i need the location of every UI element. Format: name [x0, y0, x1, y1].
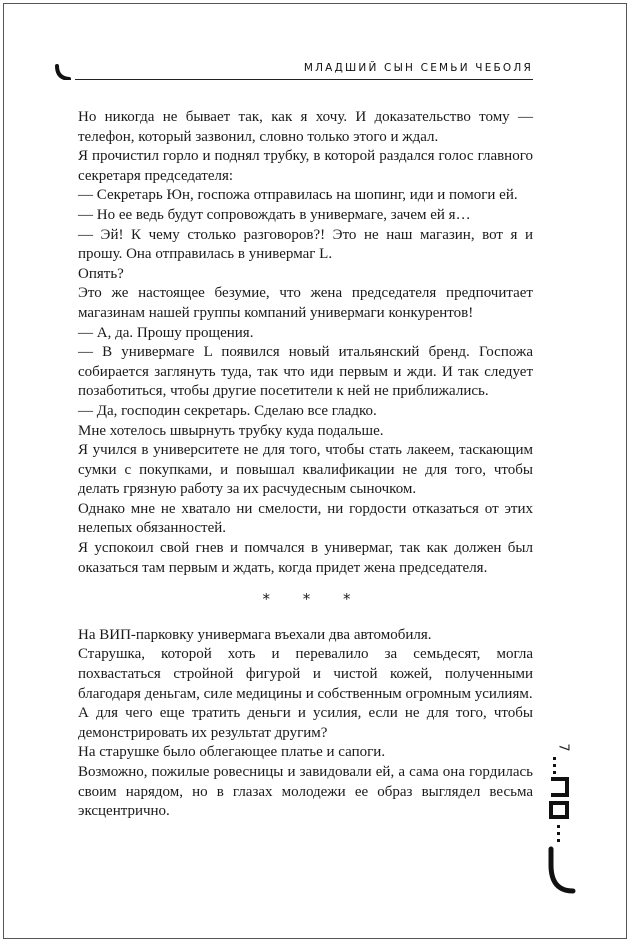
header-hook-ornament	[55, 64, 77, 80]
paragraph: — В универмаге L появился новый итальянский бренд. Госпожа собирается заглянуть туда, так что иди первым и жди. И так следует позаботиться, чтобы другие посетители к ней не приближались.	[78, 344, 533, 400]
paragraph: — Эй! К чему столько разговоров?! Это не наш магазин, вот я и прошу. Она отправилась в универмаг L.	[78, 226, 533, 263]
paragraph: Однако мне не хватало ни смелости, ни гордости отказаться от этих нелепых обязанностей.	[78, 500, 533, 537]
paragraph: Я прочистил горло и поднял трубку, в которой раздался голос главного секретаря председателя:	[78, 148, 533, 184]
side-ornament	[547, 755, 577, 895]
paragraph: Опять?	[78, 265, 124, 282]
paragraph: А для чего еще тратить деньги и усилия, если не для того, чтобы демонстрировать их результат другим?	[78, 705, 533, 741]
paragraph: Это же настоящее безумие, что жена председателя предпочитает магазинам нашей группы компаний универмаги конкурентов!	[78, 285, 533, 321]
running-title: МЛАДШИЙ СЫН СЕМЬИ ЧЕБОЛЯ	[298, 62, 533, 74]
paragraph: Старушка, которой хоть и перевалило за семьдесят, могла похвастаться стройной фигурой и чистой кожей, полученными благодаря деньгам, силе медицины и собственным огромным усилиям.	[78, 646, 533, 702]
paragraph: — А, да. Прошу прощения.	[78, 324, 254, 341]
page-number: 7	[555, 743, 571, 752]
header-rule	[75, 79, 533, 80]
scene-separator: * * *	[262, 590, 365, 609]
paragraph: — Но ее ведь будут сопровождать в универмаге, зачем ей я…	[78, 206, 471, 223]
paragraph: На старушке было облегающее платье и сапоги.	[78, 744, 386, 761]
paragraph: — Да, господин секретарь. Сделаю все гладко.	[78, 402, 377, 419]
paragraph: Я успокоил свой гнев и помчался в универмаг, так как должен был оказаться там первым и ждать, когда придет жена председателя.	[78, 540, 533, 576]
running-header	[55, 64, 533, 80]
paragraph: Я учился в университете не для того, чтобы стать лакеем, таскающим сумки с покупками, и повышал квалификации не для того, чтобы делать грязную работу за их расчудесным сыночком.	[78, 442, 533, 498]
paragraph: Мне хотелось швырнуть трубку куда подальше.	[78, 422, 384, 439]
paragraph: На ВИП-парковку универмага въехали два автомобиля.	[78, 626, 432, 643]
body-text	[78, 108, 533, 822]
paragraph: — Секретарь Юн, госпожа отправилась на шопинг, иди и помоги ей.	[78, 187, 518, 204]
paragraph: Возможно, пожилые ровесницы и завидовали ей, а сама она гордилась своим нарядом, но в глазах молодежи ее образ выглядел весьма эксцентрично.	[78, 764, 533, 820]
paragraph: Но никогда не бывает так, как я хочу. И доказательство тому — телефон, который зазвонил, словно только этого и ждал.	[78, 109, 533, 145]
